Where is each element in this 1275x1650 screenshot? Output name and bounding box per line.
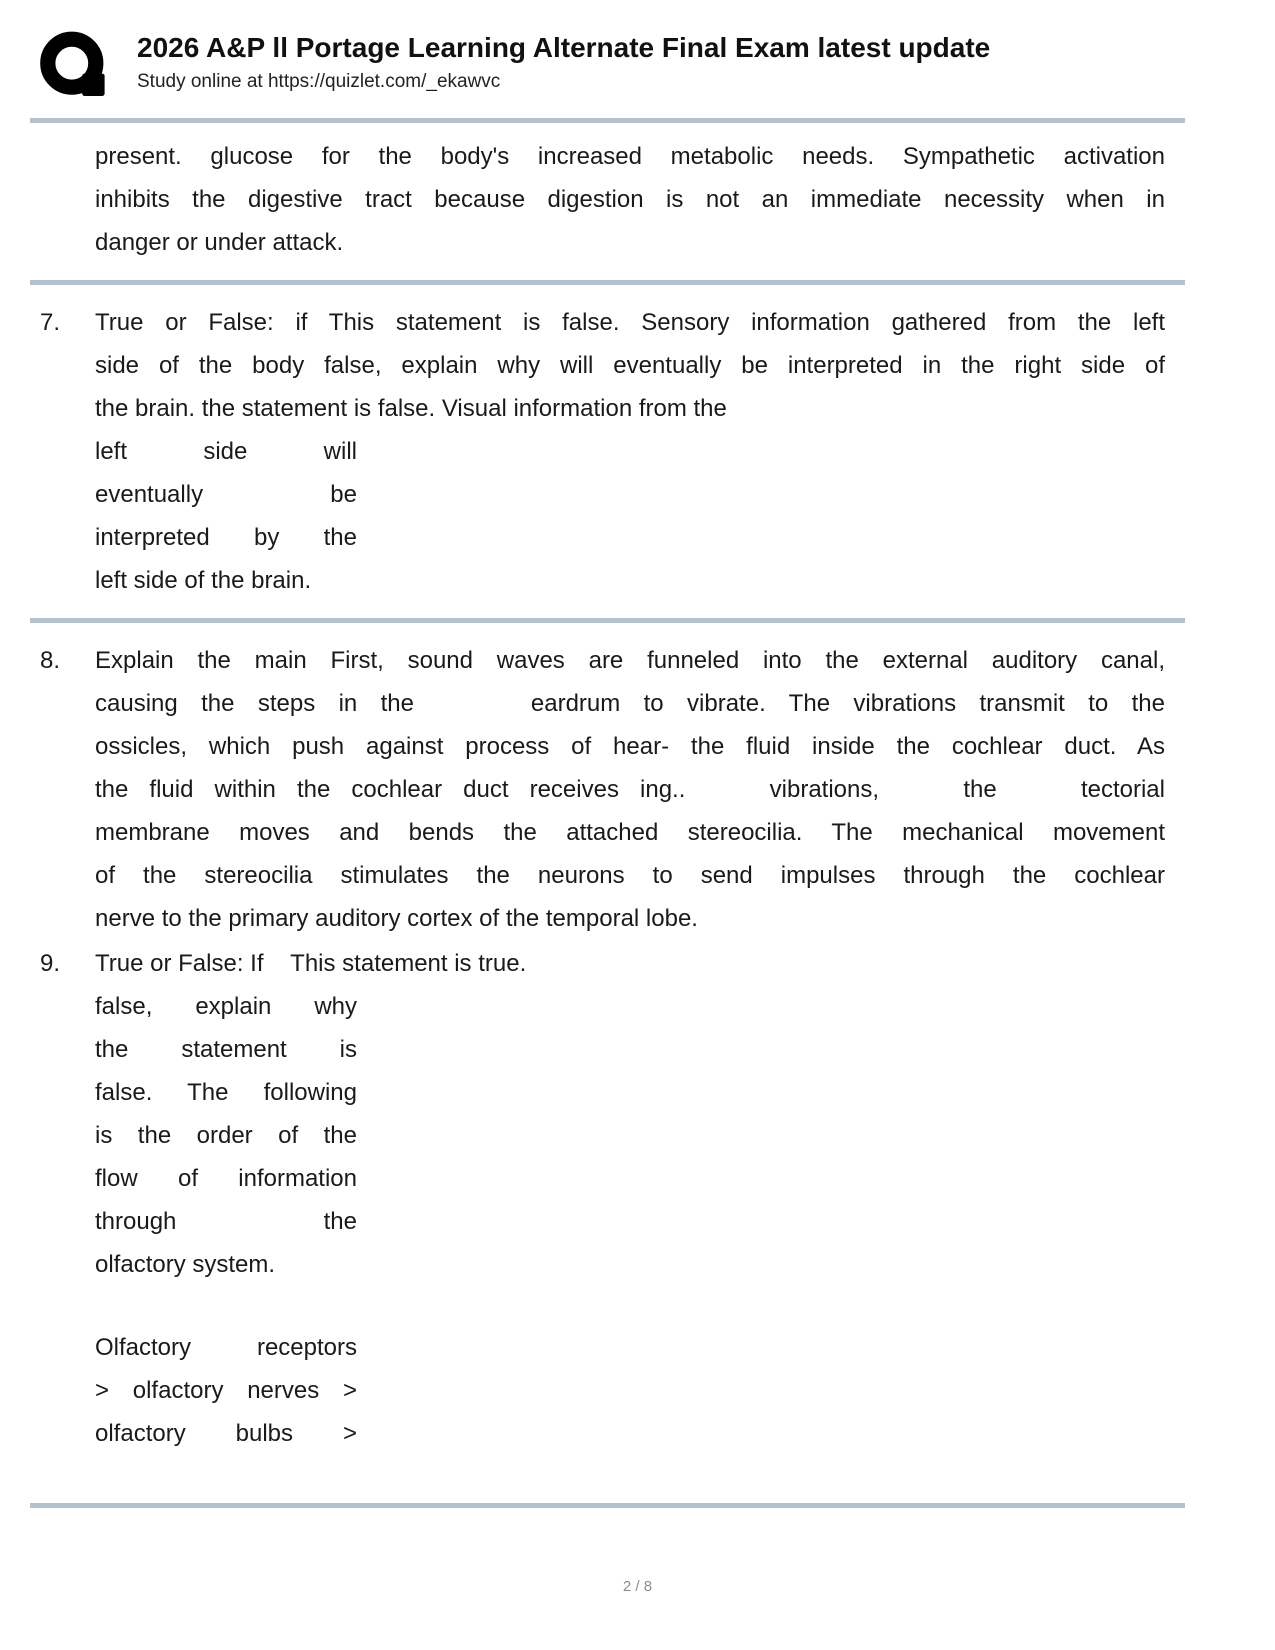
text-line: through the [95,1208,357,1235]
text-line: the fluid within the cochlear duct receives ing.. vibrations, the tectorial [95,776,1165,803]
answer-column [95,985,357,1286]
section-divider [30,280,1185,285]
document-title: 2026 A&P ll Portage Learning Alternate Final Exam latest update [137,32,991,63]
question-number: 8. [40,647,61,674]
question-number: 7. [40,309,61,336]
text-line: True or False: if This statement is false. Sensory information gathered from the left [95,309,1165,336]
answer-continuation-paragraph [95,135,1165,264]
quizlet-logo-icon [35,28,115,108]
text-line: side of the body false, explain why will eventually be interpreted in the right side of [95,352,1165,379]
text-line: the brain. the statement is false. Visual information from the [95,395,727,422]
text-line: Explain the main First, sound waves are funneled into the external auditory canal, [95,647,1165,674]
footer-divider [30,1503,1185,1508]
text-line: Olfactory receptors [95,1334,357,1361]
text-line: True or False: If This statement is true. [95,950,527,977]
text-line: false. The following [95,1079,357,1106]
answer-column [95,1326,357,1455]
text-line: false, explain why [95,993,357,1020]
text-line: > olfactory nerves > [95,1377,357,1404]
question-8 [0,639,1275,940]
section-divider [30,618,1185,623]
header-divider [30,118,1185,123]
page-indicator: 2 / 8 [622,1578,653,1595]
question-body [95,639,1165,940]
text-line: ossicles, which push against process of hear- the fluid inside the cochlear duct. As [95,733,1165,760]
text-line: of the stereocilia stimulates the neurons to send impulses through the cochlear [95,862,1165,889]
text-line: the statement is [95,1036,357,1063]
text-line: is the order of the [95,1122,357,1149]
question-body [95,301,1165,602]
text-line: interpreted by the [95,524,357,551]
text-line: flow of information [95,1165,357,1192]
text-line: present. glucose for the body's increased metabolic needs. Sympathetic activation [95,143,1165,170]
text-line: nerve to the primary auditory cortex of the temporal lobe. [95,905,698,932]
question-9 [0,942,1275,1455]
text-line: causing the steps in the eardrum to vibrate. The vibrations transmit to the [95,690,1165,717]
text-line: olfactory bulbs > [95,1420,357,1447]
text-line: eventually be [95,481,357,508]
text-line: left side will [95,438,357,465]
answer-column [95,430,357,602]
document-header [0,0,1275,108]
document-subtitle: Study online at https://quizlet.com/_ekawvc [137,71,501,92]
question-number: 9. [40,950,61,977]
question-body [95,942,1165,1455]
text-line: olfactory system. [95,1251,276,1278]
header-text [137,28,990,93]
text-line: left side of the brain. [95,567,312,594]
text-line: danger or under attack. [95,229,344,256]
question-7 [0,301,1275,602]
text-line: inhibits the digestive tract because digestion is not an immediate necessity when in [95,186,1165,213]
text-line: membrane moves and bends the attached stereocilia. The mechanical movement [95,819,1165,846]
